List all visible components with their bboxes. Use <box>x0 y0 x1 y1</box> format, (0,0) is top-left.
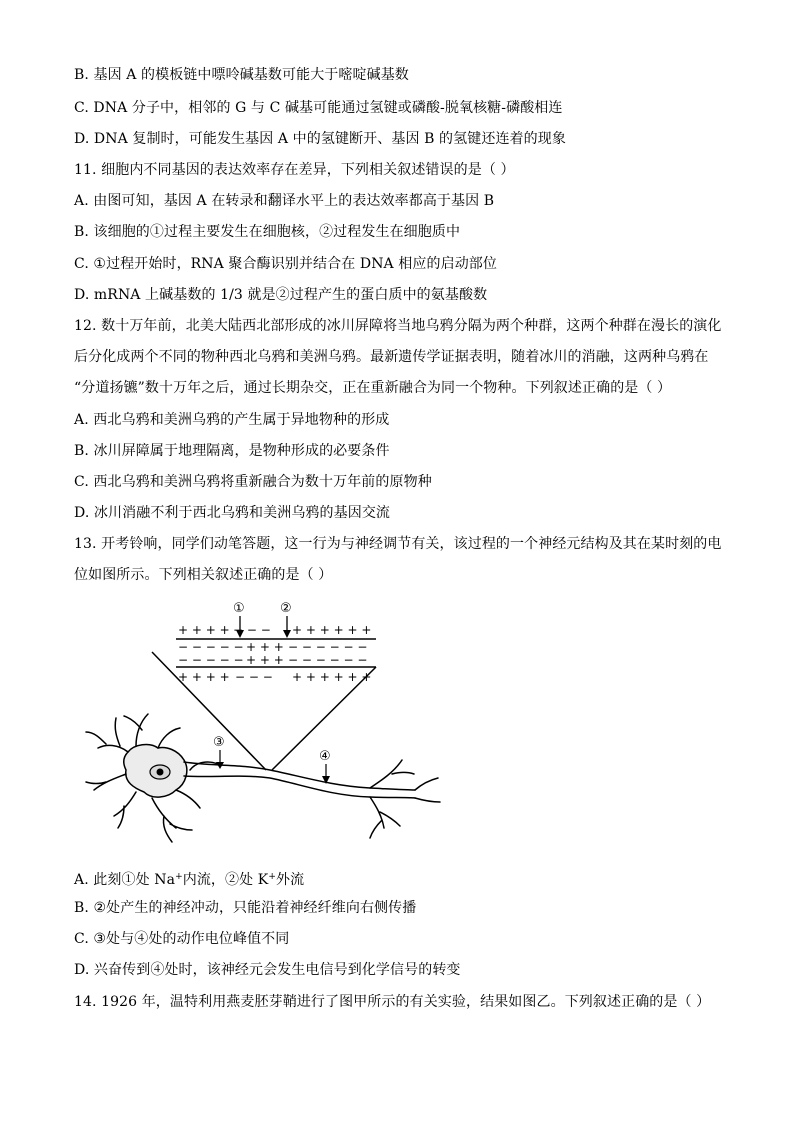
question-12-line3: “分道扬镳”数十万年之后，通过长期杂交，正在重新融合为同一个物种。下列叙述正确的是（ ） <box>74 380 672 396</box>
upper-inner-mid: + + + <box>246 640 284 654</box>
lower-inner-right: − − − − − − <box>288 653 368 667</box>
option-12a: A. 西北乌鸦和美洲乌鸦的产生属于异地物种的形成 <box>74 412 390 428</box>
option-13b: B. ②处产生的神经冲动，只能沿着神经纤维向右侧传播 <box>74 900 417 916</box>
label-2: ② <box>280 601 292 616</box>
label-4: ④ <box>319 749 331 764</box>
option-12c: C. 西北乌鸦和美洲乌鸦将重新融合为数十万年前的原物种 <box>74 474 432 490</box>
upper-inner-right: − − − − − − <box>288 640 368 654</box>
option-12b: B. 冰川屏障属于地理隔离，是物种形成的必要条件 <box>74 443 390 459</box>
option-11a: A. 由图可知，基因 A 在转录和翻译水平上的表达效率都高于基因 B <box>74 193 495 209</box>
neuron-figure <box>70 594 450 852</box>
option-11c: C. ①过程开始时，RNA 聚合酶识别并结合在 DNA 相应的启动部位 <box>74 256 497 272</box>
option-10d: D. DNA 复制时，可能发生基因 A 中的氢键断开、基因 B 的氢键还连着的现象 <box>74 131 566 147</box>
option-13c: C. ③处与④处的动作电位峰值不同 <box>74 931 290 947</box>
question-13-line2: 位如图所示。下列相关叙述正确的是（ ） <box>74 567 333 583</box>
bottom-row-mid: − − − <box>235 670 273 684</box>
option-11d: D. mRNA 上碱基数的 1/3 就是②过程产生的蛋白质中的氨基酸数 <box>74 287 488 303</box>
top-row-mid: − − − <box>233 623 271 637</box>
question-12-line1: 12. 数十万年前，北美大陆西北部形成的冰川屏障将当地乌鸦分隔为两个种群，这两个种群在漫长的演化 <box>74 318 722 334</box>
question-14: 14. 1926 年，温特利用燕麦胚芽鞘进行了图甲所示的有关实验，结果如图乙。下列叙述正确的是（ ） <box>74 994 711 1010</box>
upper-inner-left: − − − − − <box>178 640 244 654</box>
label-1: ① <box>233 601 245 616</box>
bottom-row-right: + + + + + + <box>292 670 372 684</box>
top-row-right: + + + + + + <box>292 623 372 637</box>
question-11: 11. 细胞内不同基因的表达效率存在差异，下列相关叙述错误的是（ ） <box>74 162 515 178</box>
option-10b: B. 基因 A 的模板链中嘌呤碱基数可能大于嘧啶碱基数 <box>74 67 409 83</box>
lower-inner-mid: + + + <box>246 653 284 667</box>
option-11b: B. 该细胞的①过程主要发生在细胞核，②过程发生在细胞质中 <box>74 224 461 240</box>
option-12d: D. 冰川消融不利于西北乌鸦和美洲乌鸦的基因交流 <box>74 505 391 521</box>
lower-inner-left: − − − − − <box>178 653 244 667</box>
question-12-line2: 后分化成两个不同的物种西北乌鸦和美洲乌鸦。最新遗传学证据表明，随着冰川的消融，这两种乌鸦在 <box>74 349 709 365</box>
bottom-row-left: + + + + <box>178 670 230 684</box>
top-row-left: + + + + <box>178 623 230 637</box>
label-3: ③ <box>213 735 225 750</box>
option-13d: D. 兴奋传到④处时，该神经元会发生电信号到化学信号的转变 <box>74 962 461 978</box>
option-10c: C. DNA 分子中，相邻的 G 与 C 碱基可能通过氢键或磷酸-脱氧核糖-磷酸相连 <box>74 100 563 116</box>
question-13-line1: 13. 开考铃响，同学们动笔答题，这一行为与神经调节有关，该过程的一个神经元结构及其在某时刻的电 <box>74 536 722 552</box>
neuron-drawing <box>86 714 440 842</box>
option-13a: A. 此刻①处 Na+内流，②处 K+外流 <box>74 872 305 888</box>
